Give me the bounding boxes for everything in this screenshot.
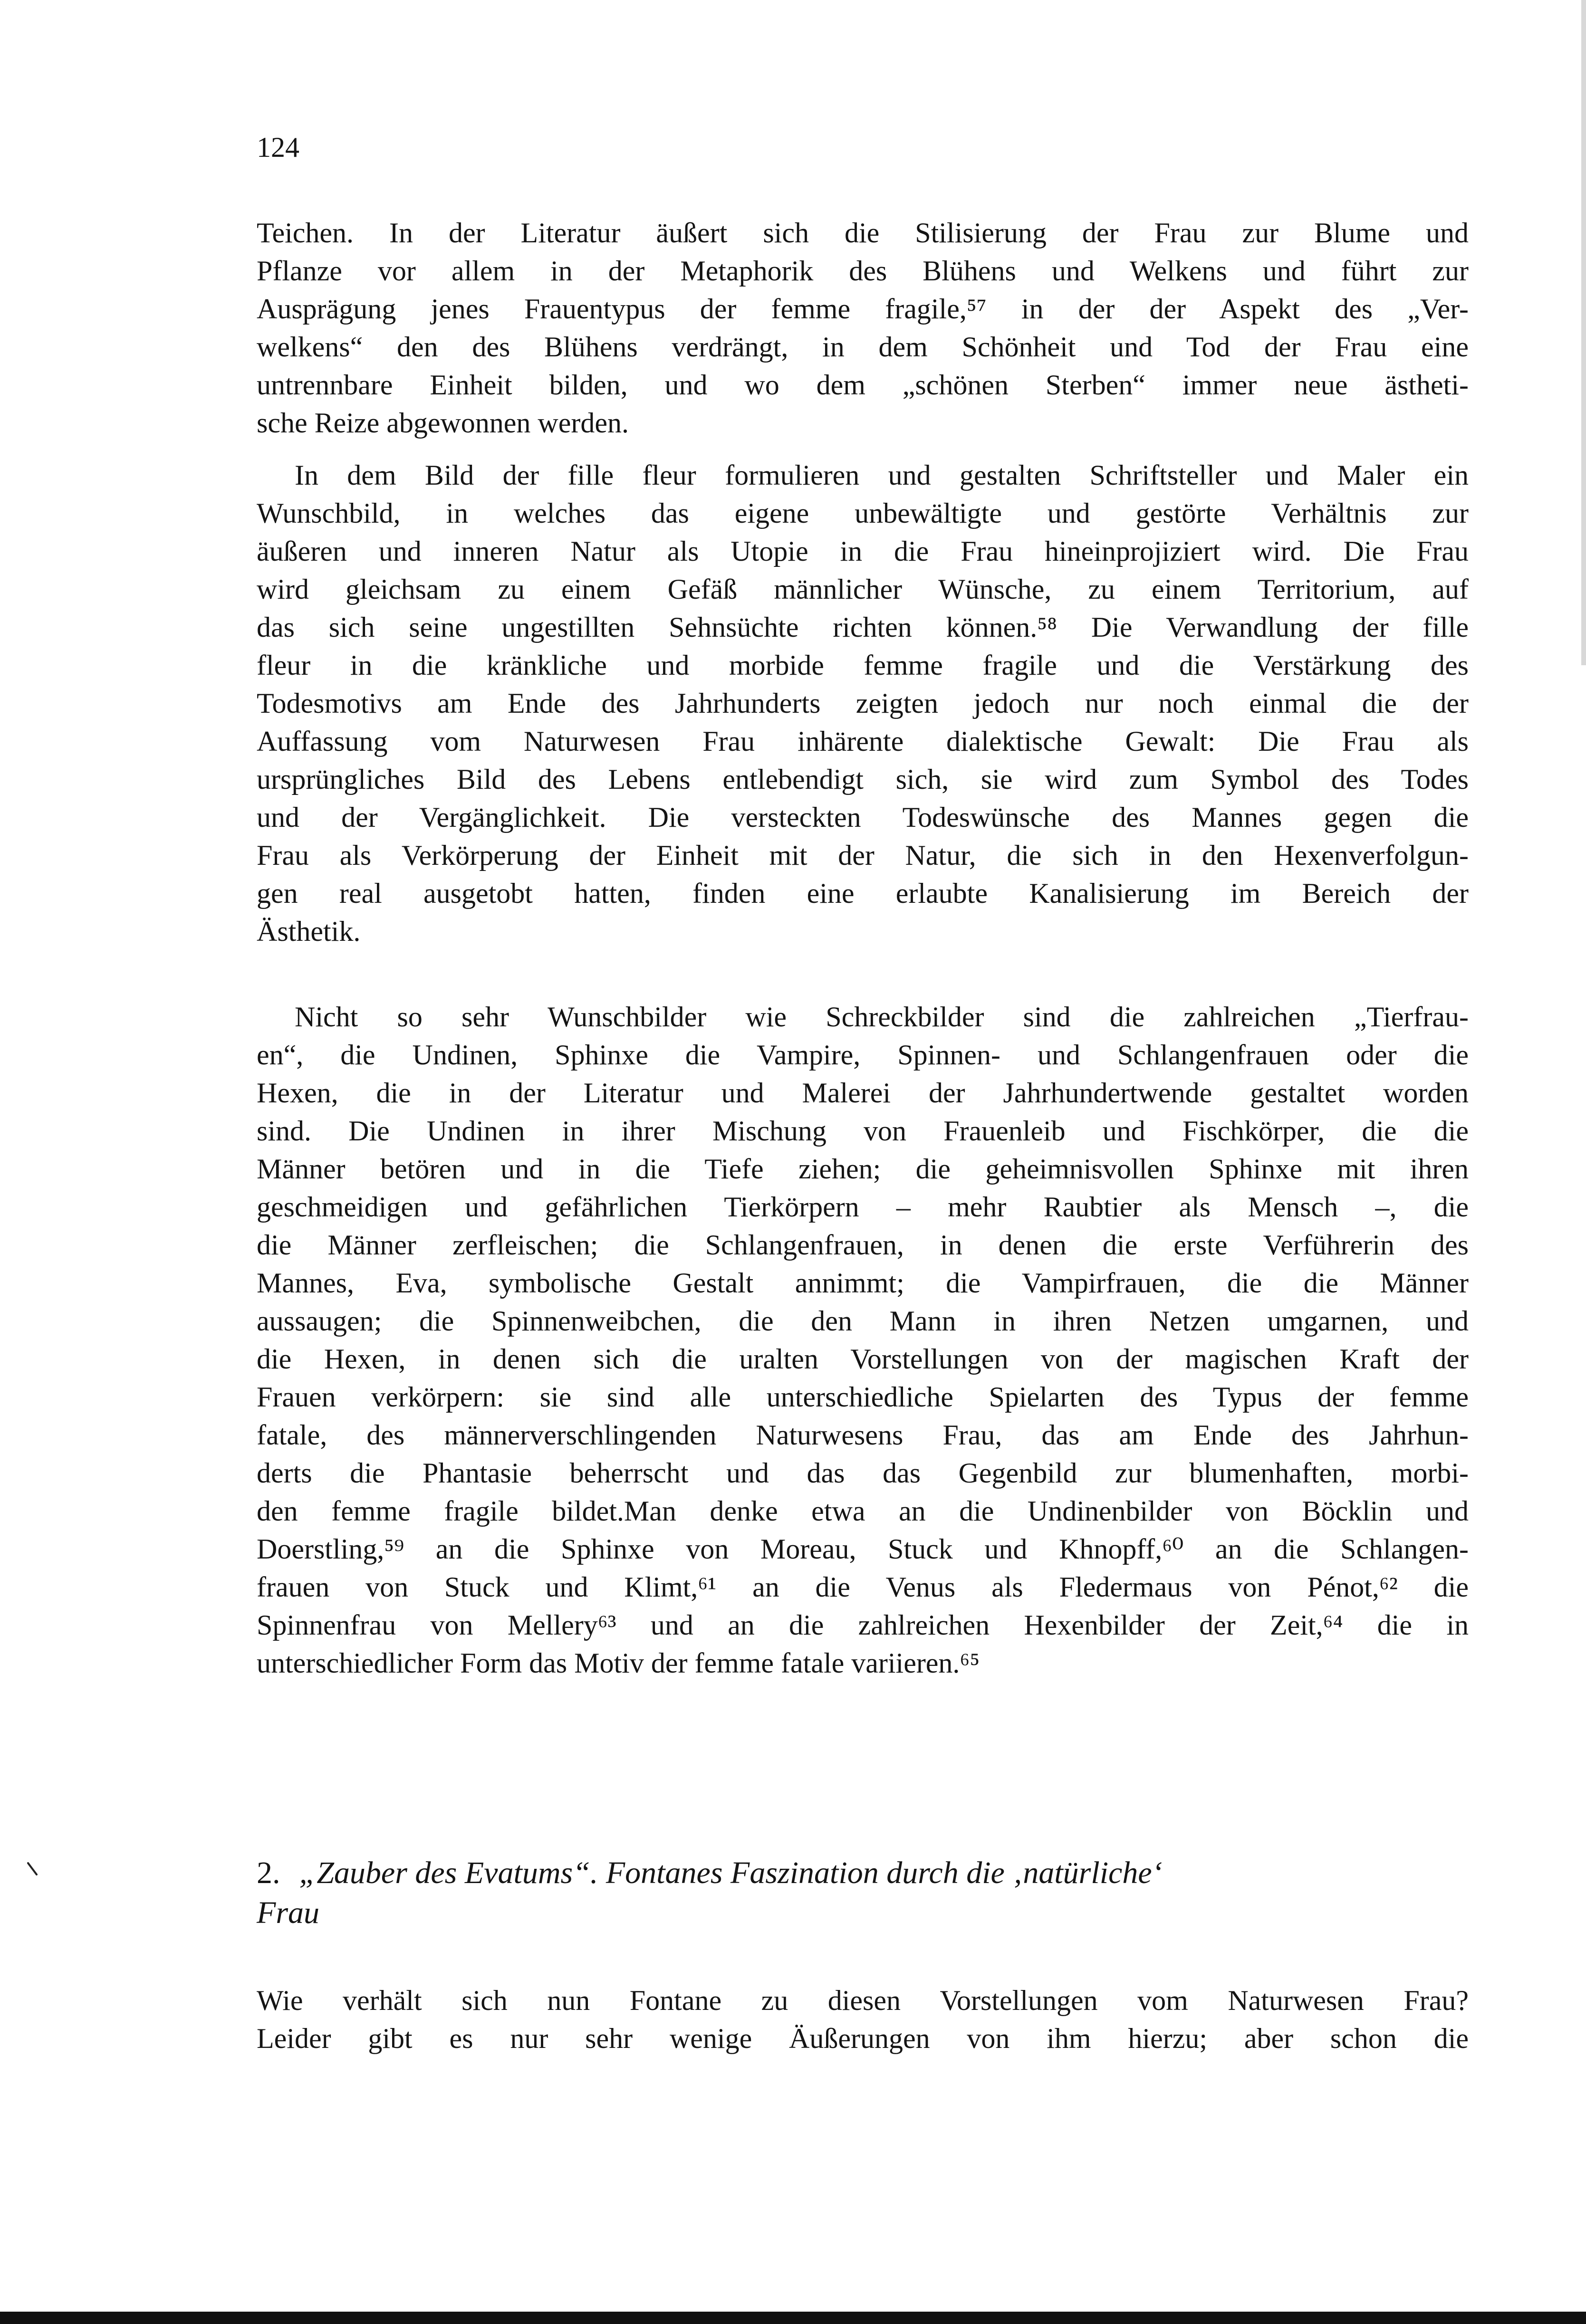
text-line: en“, die Undinen, Sphinxe die Vampire, Spinnen- und Schlangenfrauen oder die (257, 1039, 1469, 1071)
text-line: Spinnenfrau von Mellery⁶³ und an die zahlreichen Hexenbilder der Zeit,⁶⁴ die in (257, 1609, 1469, 1641)
text-line: Männer betören und in die Tiefe ziehen; die geheimnisvollen Sphinxe mit ihren (257, 1153, 1469, 1185)
scan-border (0, 2312, 1586, 2324)
text-line: gen real ausgetobt hatten, finden eine erlaubte Kanalisierung im Bereich der (257, 878, 1469, 909)
text-line: sind. Die Undinen in ihrer Mischung von Frauenleib und Fischkörper, die die (257, 1115, 1469, 1147)
text-line: Frau als Verkörperung der Einheit mit der Natur, die sich in den Hexenverfolgun- (257, 840, 1469, 871)
page-number: 124 (257, 132, 299, 163)
text-line: unterschiedlicher Form das Motiv der femme fatale variieren.⁶⁵ (257, 1647, 980, 1679)
text-line: Wunschbild, in welches das eigene unbewältigte und gestörte Verhältnis zur (257, 497, 1469, 529)
text-line: Pflanze vor allem in der Metaphorik des Blühens und Welkens und führt zur (257, 255, 1469, 287)
section-heading (257, 1853, 1492, 1933)
text-line: die Männer zerfleischen; die Schlangenfrauen, in denen die erste Verführerin des (257, 1229, 1469, 1261)
text-line: Frauen verkörpern: sie sind alle unterschiedliche Spielarten des Typus der femme (257, 1381, 1469, 1413)
text-line: Doerstling,⁵⁹ an die Sphinxe von Moreau, Stuck und Khnopff,⁶⁰ an die Schlangen- (257, 1533, 1469, 1565)
text-line: frauen von Stuck und Klimt,⁶¹ an die Venus als Fledermaus von Pénot,⁶² die (257, 1571, 1469, 1603)
text-line: Leider gibt es nur sehr wenige Äußerungen von ihm hierzu; aber schon die (257, 2023, 1469, 2054)
text-line: fleur in die kränkliche und morbide femme fragile und die Verstärkung des (257, 650, 1469, 681)
text-line: äußeren und inneren Natur als Utopie in die Frau hineinprojiziert wird. Die Frau (257, 536, 1469, 567)
text-line: Mannes, Eva, symbolische Gestalt annimmt; die Vampirfrauen, die die Männer (257, 1267, 1469, 1299)
text-line: aussaugen; die Spinnenweibchen, die den Mann in ihren Netzen umgarnen, und (257, 1305, 1469, 1337)
text-line: untrennbare Einheit bilden, und wo dem „schönen Sterben“ immer neue ästheti- (257, 369, 1469, 401)
text-line: den femme fragile bildet.Man denke etwa an die Undinenbilder von Böcklin und (257, 1495, 1469, 1527)
section-title: „Zauber des Evatums“. Fontanes Faszination durch die ‚natürliche‘ (299, 1855, 1163, 1890)
text-line: und der Vergänglichkeit. Die versteckten Todeswünsche des Mannes gegen die (257, 802, 1469, 833)
text-line: Ausprägung jenes Frauentypus der femme fragile,⁵⁷ in der der Aspekt des „Ver- (257, 293, 1469, 325)
text-line: das sich seine ungestillten Sehnsüchte richten können.⁵⁸ Die Verwandlung der fille (257, 612, 1469, 643)
paragraph-1 (257, 214, 1469, 442)
text-line: derts die Phantasie beherrscht und das das Gegenbild zur blumenhaften, morbi- (257, 1457, 1469, 1489)
text-line: welkens“ den des Blühens verdrängt, in dem Schönheit und Tod der Frau eine (257, 331, 1469, 363)
text-line: Nicht so sehr Wunschbilder wie Schreckbilder sind die zahlreichen „Tierfrau- (295, 1001, 1469, 1033)
text-line: geschmeidigen und gefährlichen Tierkörpern – mehr Raubtier als Mensch –, die (257, 1191, 1469, 1223)
paragraph-3 (257, 998, 1469, 1682)
text-line: In dem Bild der fille fleur formulieren und gestalten Schriftsteller und Maler ein (295, 459, 1469, 491)
text-line: die Hexen, in denen sich die uralten Vorstellungen von der magischen Kraft der (257, 1343, 1469, 1375)
text-line: Teichen. In der Literatur äußert sich die Stilisierung der Frau zur Blume und (257, 217, 1469, 249)
section-heading-line-1 (257, 1853, 1492, 1893)
text-line: Hexen, die in der Literatur und Malerei der Jahrhundertwende gestaltet worden (257, 1077, 1469, 1109)
text-line: Wie verhält sich nun Fontane zu diesen Vorstellungen vom Naturwesen Frau? (257, 1985, 1469, 2016)
text-line: sche Reize abgewonnen werden. (257, 407, 629, 439)
text-line: ursprüngliches Bild des Lebens entlebendigt sich, sie wird zum Symbol des Todes (257, 764, 1469, 795)
paragraph-2 (257, 456, 1469, 950)
text-line: Todesmotivs am Ende des Jahrhunderts zeigten jedoch nur noch einmal die der (257, 688, 1469, 719)
closing-paragraph (257, 1981, 1469, 2057)
section-number: 2. (257, 1855, 280, 1890)
text-line: wird gleichsam zu einem Gefäß männlicher Wünsche, zu einem Territorium, auf (257, 574, 1469, 605)
text-line: Auffassung vom Naturwesen Frau inhärente dialektische Gewalt: Die Frau als (257, 726, 1469, 757)
section-title-continued: Frau (257, 1895, 319, 1930)
scan-mark-icon (26, 1860, 45, 1879)
text-line: fatale, des männerverschlingenden Naturwesens Frau, das am Ende des Jahrhun- (257, 1419, 1469, 1451)
page-edge-shadow (1581, 0, 1586, 665)
text-line: Ästhetik. (257, 916, 361, 947)
